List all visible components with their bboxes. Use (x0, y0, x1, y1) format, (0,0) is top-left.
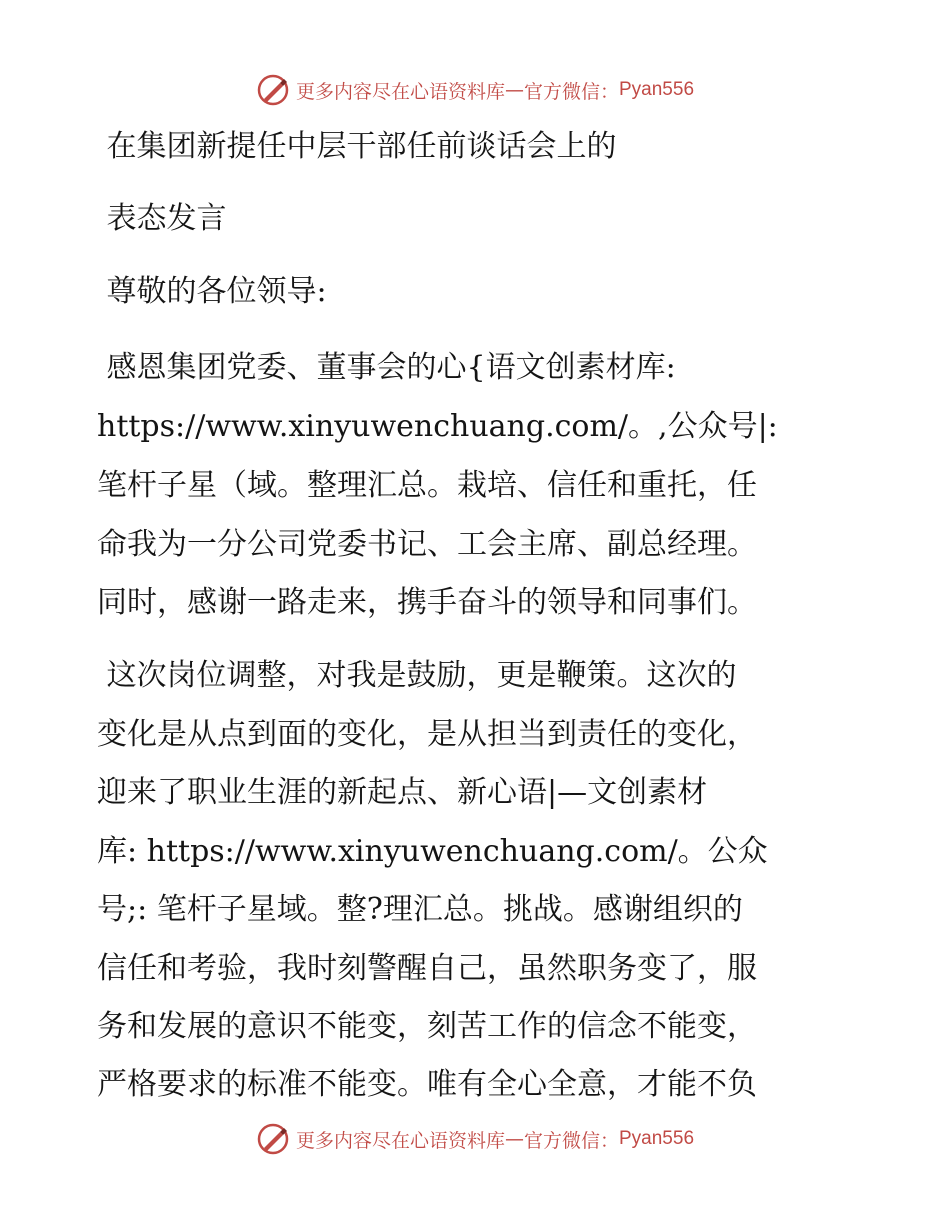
para1-line: 命我为一分公司党委书记、工会主席、副总经理。 (97, 527, 757, 562)
banner-promo-text: 更多内容尽在心语资料库 (295, 1129, 505, 1152)
para2-line: 变化是从点到面的变化，是从担当到责任的变化， (97, 717, 757, 752)
para1-line: https://www.xinyuwenchuang.com/。,公众号|: (97, 409, 778, 444)
pen-logo-icon (256, 1122, 290, 1156)
banner-wx-label: 官方微信： (523, 1129, 619, 1152)
para2-line: 库: https://www.xinyuwenchuang.com/。公众 (97, 834, 768, 869)
banner-wx-id: Pyan556 (619, 1128, 695, 1149)
para2-line: 务和发展的意识不能变，刻苦工作的信念不能变， (97, 1009, 757, 1044)
doc-salutation: 尊敬的各位领导: (97, 274, 327, 309)
para2-line: 号;: 笔杆子星域。整?理汇总。挑战。感谢组织的 (97, 892, 743, 927)
para1-line: 笔杆子星（域。整理汇总。栽培、信任和重托，任 (97, 468, 757, 503)
banner-promo-text: 更多内容尽在心语资料库 (295, 80, 505, 103)
para1-line: 同时，感谢一路走来，携手奋斗的领导和同事们。 (97, 585, 757, 620)
banner-dash: — (504, 1128, 524, 1150)
para2-line: 这次岗位调整，对我是鼓励，更是鞭策。这次的 (97, 658, 737, 693)
footer-banner (0, 1119, 950, 1159)
doc-title-line-1: 在集团新提任中层干部任前谈话会上的 (97, 129, 617, 164)
pen-logo-icon (256, 73, 290, 107)
doc-title-line-2: 表态发言 (97, 201, 227, 236)
banner-wx-label: 官方微信： (523, 80, 619, 103)
banner-dash: — (504, 79, 524, 101)
para2-line: 信任和考验，我时刻警醒自己，虽然职务变了，服 (97, 951, 757, 986)
para2-line: 严格要求的标准不能变。唯有全心全意，才能不负 (97, 1067, 757, 1102)
para2-line: 迎来了职业生涯的新起点、新心语|—文创素材 (97, 775, 708, 810)
para1-line: 感恩集团党委、董事会的心{语文创素材库: (97, 350, 676, 385)
header-banner (0, 70, 950, 110)
banner-wx-id: Pyan556 (619, 79, 695, 100)
